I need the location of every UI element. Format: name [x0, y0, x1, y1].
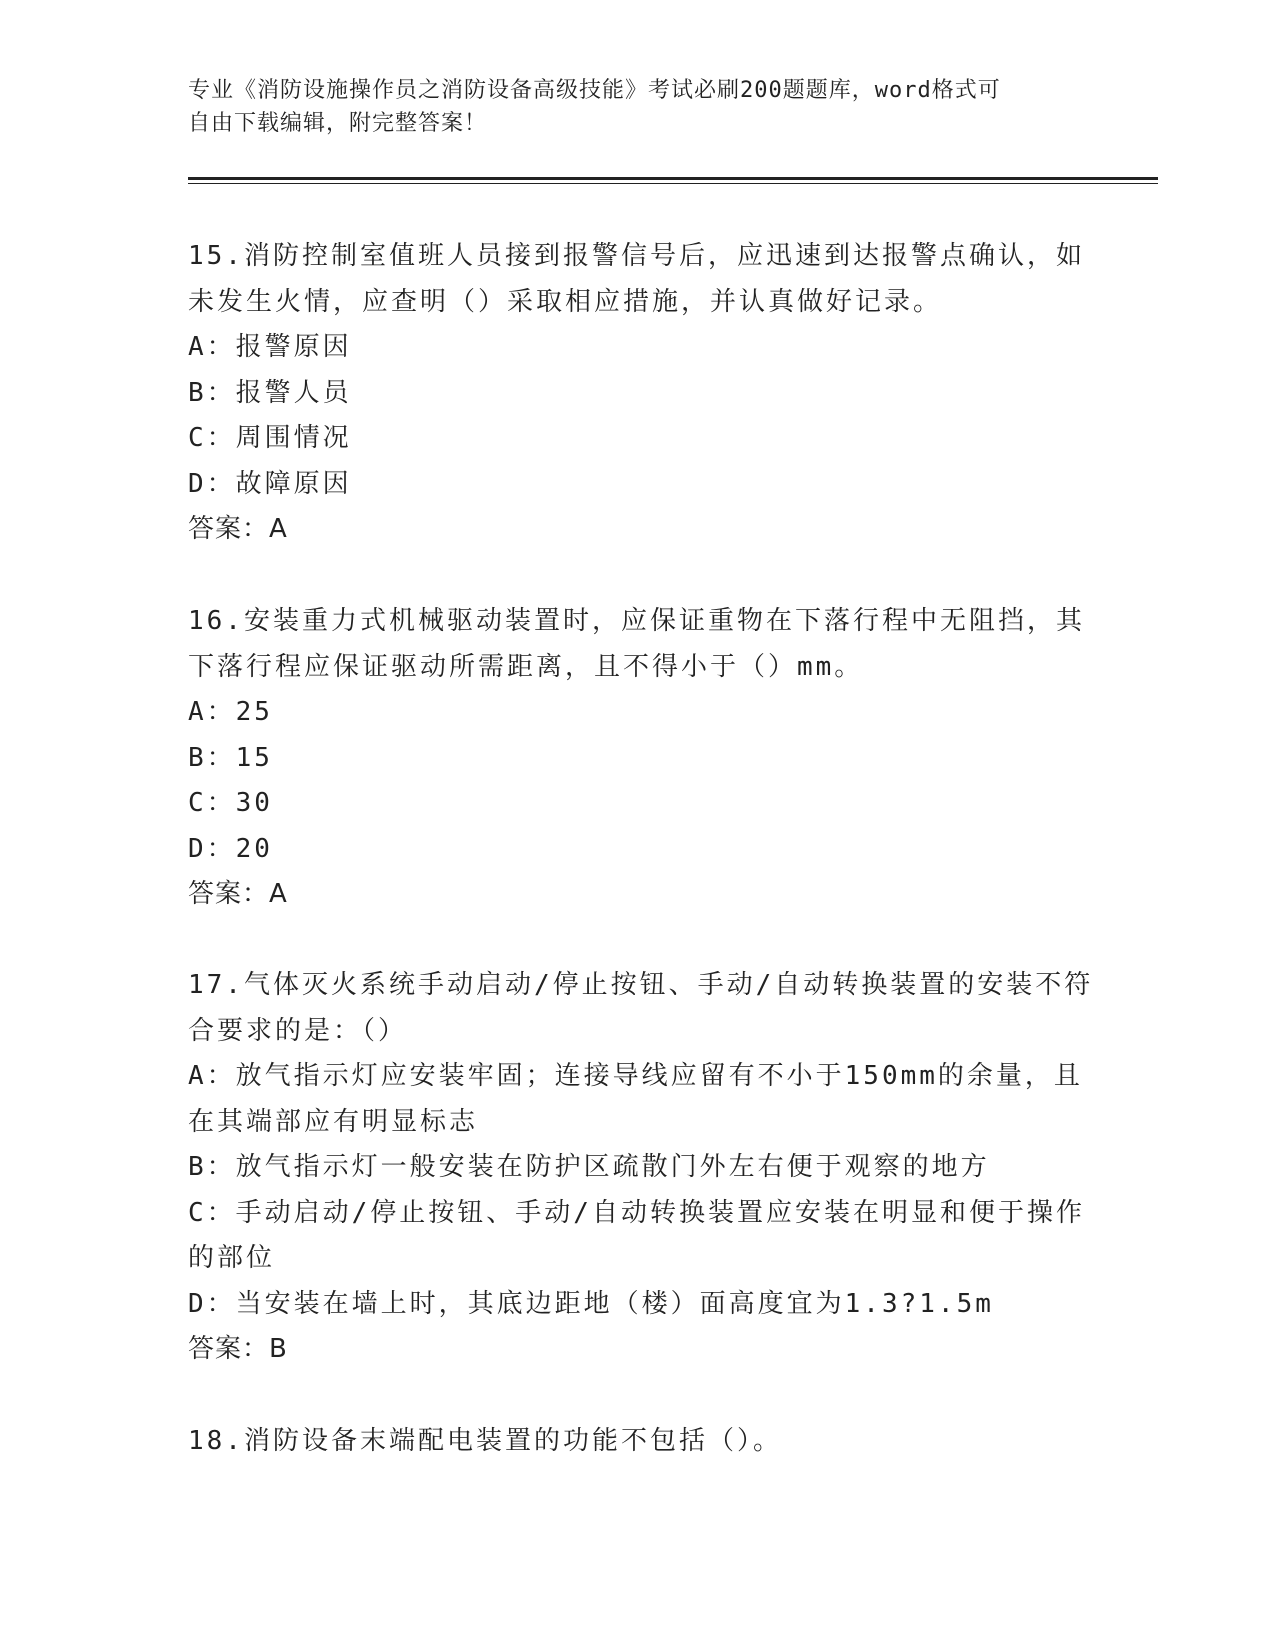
option-b: B：报警人员 — [188, 377, 352, 408]
option-d: D：20 — [188, 833, 273, 864]
question-stem-line: 下落行程应保证驱动所需距离，且不得小于（）mm。 — [188, 651, 864, 682]
question-17 — [188, 963, 1094, 1373]
answer-line: 答案：B — [188, 1334, 288, 1364]
option-a: A：报警原因 — [188, 332, 352, 362]
header-line-2: 自由下载编辑，附完整答案！ — [188, 111, 488, 136]
header-divider-thick — [188, 177, 1158, 180]
answer-line: 答案：A — [188, 879, 288, 909]
option-a-continued: 在其端部应有明显标志 — [188, 1106, 479, 1137]
question-15 — [188, 234, 1088, 553]
option-c-continued: 的部位 — [188, 1243, 276, 1273]
question-stem-line: 未发生火情，应查明（）采取相应措施，并认真做好记录。 — [188, 286, 943, 317]
option-a: A：25 — [188, 697, 273, 727]
question-stem-line: 16.安装重力式机械驱动装置时，应保证重物在下落行程中无阻挡，其 — [188, 606, 1085, 636]
option-c: C：30 — [188, 788, 273, 818]
option-d: D：故障原因 — [188, 468, 352, 499]
answer-line: 答案：A — [188, 514, 288, 544]
header-divider-thin — [188, 183, 1158, 184]
option-b: B：15 — [188, 742, 273, 773]
question-16 — [188, 599, 1088, 918]
option-c: C：周围情况 — [188, 423, 352, 453]
option-b: B：放气指示灯一般安装在防护区疏散门外左右便于观察的地方 — [188, 1152, 990, 1182]
document-header — [188, 74, 1088, 140]
option-c: C：手动启动/停止按钮、手动/自动转换装置应安装在明显和便于操作 — [188, 1197, 1085, 1228]
question-stem-line: 17.气体灭火系统手动启动/停止按钮、手动/自动转换装置的安装不符 — [188, 970, 1094, 1000]
question-18 — [188, 1419, 1088, 1465]
option-d: D：当安装在墙上时，其底边距地（楼）面高度宜为1.3?1.5m — [188, 1288, 994, 1319]
header-line-1: 专业《消防设施操作员之消防设备高级技能》考试必刷200题题库，word格式可 — [188, 78, 1001, 103]
question-stem-line: 合要求的是：（） — [188, 1015, 408, 1046]
question-stem-line: 15.消防控制室值班人员接到报警信号后，应迅速到达报警点确认，如 — [188, 241, 1085, 271]
question-stem-line: 18.消防设备末端配电装置的功能不包括（）。 — [188, 1426, 782, 1456]
option-a: A：放气指示灯应安装牢固；连接导线应留有不小于150mm的余量，且 — [188, 1061, 1083, 1091]
